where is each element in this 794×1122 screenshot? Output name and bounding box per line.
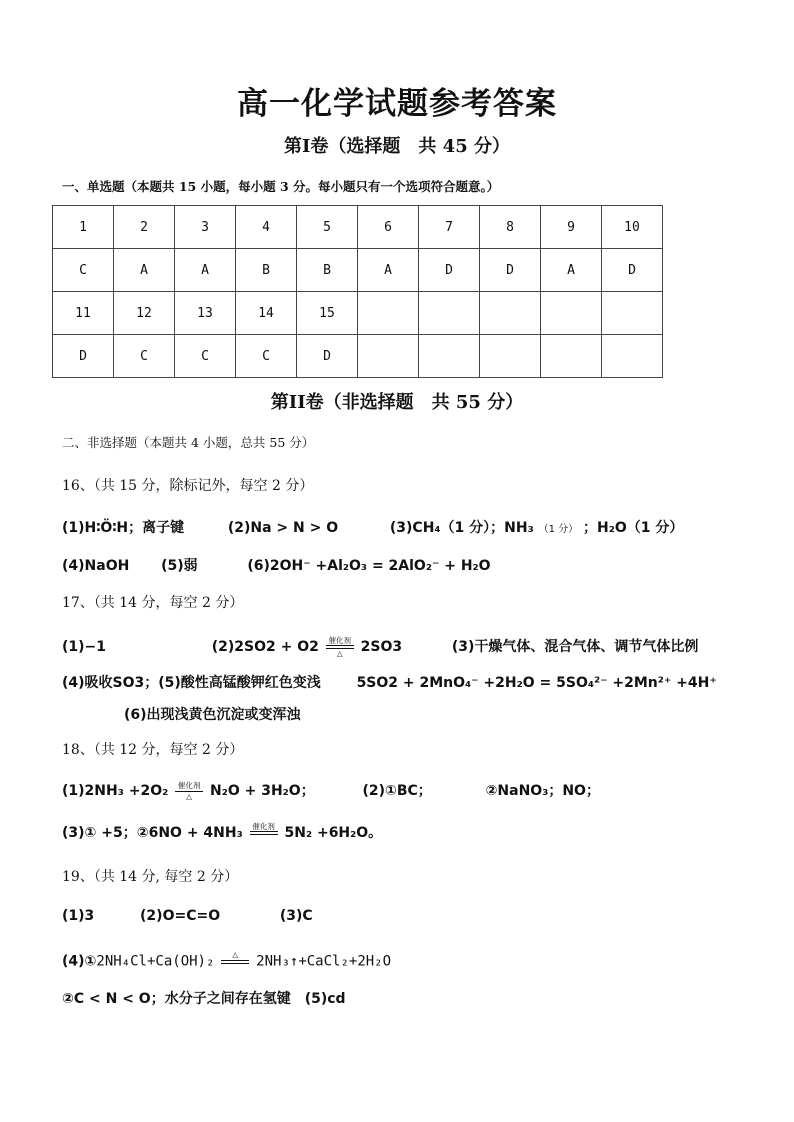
table-row <box>53 292 663 335</box>
q18-answer-1-right: N₂O + 3H₂O； <box>209 783 315 799</box>
q17-line2 <box>62 672 717 692</box>
q17-equation: 5SO2 + 2MnO₄⁻ +2H₂O = 5SO₄²⁻ +2Mn²⁺ +4H⁺ <box>356 675 717 691</box>
table-cell: 8 <box>480 206 541 249</box>
table-cell: 15 <box>297 292 358 335</box>
q19-heading: 19、（共 14 分, 每空 2 分） <box>62 869 239 885</box>
table-cell <box>358 292 419 335</box>
part2-note: 二、非选择题（本题共 4 小题，总共 55 分） <box>62 435 315 450</box>
table-cell: C <box>236 335 297 378</box>
table-cell: 14 <box>236 292 297 335</box>
q18-line1 <box>62 780 600 800</box>
reaction-arrow <box>250 823 278 844</box>
part1-title: 第I卷（选择题 共 45 分） <box>283 136 510 157</box>
catalyst-label: 催化剂 <box>252 821 275 831</box>
q16-heading: 16、（共 15 分，除标记外，每空 2 分） <box>62 478 314 494</box>
q19-equation-right: 2NH₃↑+CaCl₂+2H₂O <box>256 953 392 970</box>
q19-line2 <box>62 951 391 972</box>
table-cell: D <box>602 249 663 292</box>
q16-answer-3: (3)CH₄（1 分）；NH₃ <box>389 520 534 536</box>
table-cell: 9 <box>541 206 602 249</box>
table-cell: C <box>114 335 175 378</box>
part2-title: 第II卷（非选择题 共 55 分） <box>270 392 524 413</box>
table-cell: C <box>53 249 114 292</box>
table-row <box>53 335 663 378</box>
table-cell: 4 <box>236 206 297 249</box>
table-cell: B <box>297 249 358 292</box>
q16-line1 <box>62 517 683 537</box>
q18-answer-3-left: (3)① +5；②6NO + 4NH₃ <box>62 825 243 841</box>
q17-answer-3: (3)干燥气体、混合气体、调节气体比例 <box>451 639 699 655</box>
q16-answer-2: (2)Na > N > O <box>227 520 339 536</box>
page-title: 高一化学试题参考答案 <box>237 86 557 122</box>
q19-equation-left: 2NH₄Cl+Ca(OH)₂ <box>96 953 215 970</box>
table-row <box>53 249 663 292</box>
q19-answer-1: (1)3 <box>62 908 95 924</box>
table-cell: D <box>480 249 541 292</box>
table-row <box>53 206 663 249</box>
table-cell <box>541 335 602 378</box>
q16-answer-5: (5)弱 <box>161 558 198 574</box>
table-cell: A <box>114 249 175 292</box>
q19-answer-3: (3)C <box>279 908 313 924</box>
q17-answer-1: (1)−1 <box>62 639 107 655</box>
q18-answer-1-left: (1)2NH₃ +2O₂ <box>62 783 169 799</box>
q17-answer-4-5: (4)吸收SO3；(5)酸性高锰酸钾红色变浅 <box>62 675 321 691</box>
table-cell: 3 <box>175 206 236 249</box>
table-cell: 10 <box>602 206 663 249</box>
q17-line1 <box>62 636 698 658</box>
q18-line2 <box>62 822 382 844</box>
q19-answer-2: (2)O=C=O <box>140 908 221 924</box>
table-cell <box>602 292 663 335</box>
table-cell: 11 <box>53 292 114 335</box>
table-cell: 6 <box>358 206 419 249</box>
table-cell: 2 <box>114 206 175 249</box>
q17-answer-2-right: 2SO3 <box>360 639 403 655</box>
q18-heading: 18、（共 12 分，每空 2 分） <box>62 742 244 758</box>
table-cell: A <box>358 249 419 292</box>
q16-line2 <box>62 555 491 575</box>
table-cell: B <box>236 249 297 292</box>
table-cell: A <box>541 249 602 292</box>
table-cell: D <box>53 335 114 378</box>
table-cell <box>480 335 541 378</box>
part1-note: 一、单选题（本题共 15 小题，每小题 3 分。每小题只有一个选项符合题意。） <box>62 179 500 194</box>
table-cell: 5 <box>297 206 358 249</box>
catalyst-label: 催化剂 <box>328 635 352 645</box>
q16-answer-6: (6)2OH⁻ +Al₂O₃ = 2AlO₂⁻ + H₂O <box>247 558 491 574</box>
reaction-arrow <box>175 782 203 800</box>
table-cell <box>358 335 419 378</box>
table-cell: A <box>175 249 236 292</box>
q18-answer-2a: (2)①BC； <box>362 783 432 799</box>
table-cell: C <box>175 335 236 378</box>
table-cell: D <box>297 335 358 378</box>
q16-answer-4: (4)NaOH <box>62 558 130 574</box>
answer-table <box>52 205 663 378</box>
q17-answer-6: (6)出现浅黄色沉淀或变浑浊 <box>124 707 301 723</box>
q19-line3: ②C < N < O；水分子之间存在氢键 (5)cd <box>62 991 346 1007</box>
q16-answer-3b: ；H₂O（1 分） <box>583 520 684 536</box>
q19-answer-4-label: (4)① <box>62 953 97 970</box>
q16-answer-1: (1)H∶Ö∶H；离子键 <box>62 520 185 536</box>
q18-answer-2b: ②NaNO₃；NO； <box>485 783 600 799</box>
table-cell: 12 <box>114 292 175 335</box>
table-cell: D <box>419 249 480 292</box>
table-cell <box>602 335 663 378</box>
table-cell <box>419 335 480 378</box>
table-cell <box>541 292 602 335</box>
table-cell: 13 <box>175 292 236 335</box>
catalyst-label: 催化剂 <box>177 781 201 790</box>
q17-heading: 17、（共 14 分，每空 2 分） <box>62 595 244 611</box>
table-cell: 7 <box>419 206 480 249</box>
heat-label: △ <box>186 791 192 801</box>
reaction-arrow <box>221 951 249 972</box>
q17-answer-2-left: (2)2SO2 + O2 <box>211 639 319 655</box>
reaction-arrow <box>326 637 354 658</box>
q19-line1 <box>62 908 313 924</box>
q16-score-mark: （1 分） <box>538 524 579 535</box>
table-cell <box>480 292 541 335</box>
table-cell: 1 <box>53 206 114 249</box>
heat-label: △ <box>232 950 239 959</box>
heat-label: △ <box>336 649 343 658</box>
q18-answer-3-right: 5N₂ +6H₂O。 <box>284 825 383 841</box>
table-cell <box>419 292 480 335</box>
